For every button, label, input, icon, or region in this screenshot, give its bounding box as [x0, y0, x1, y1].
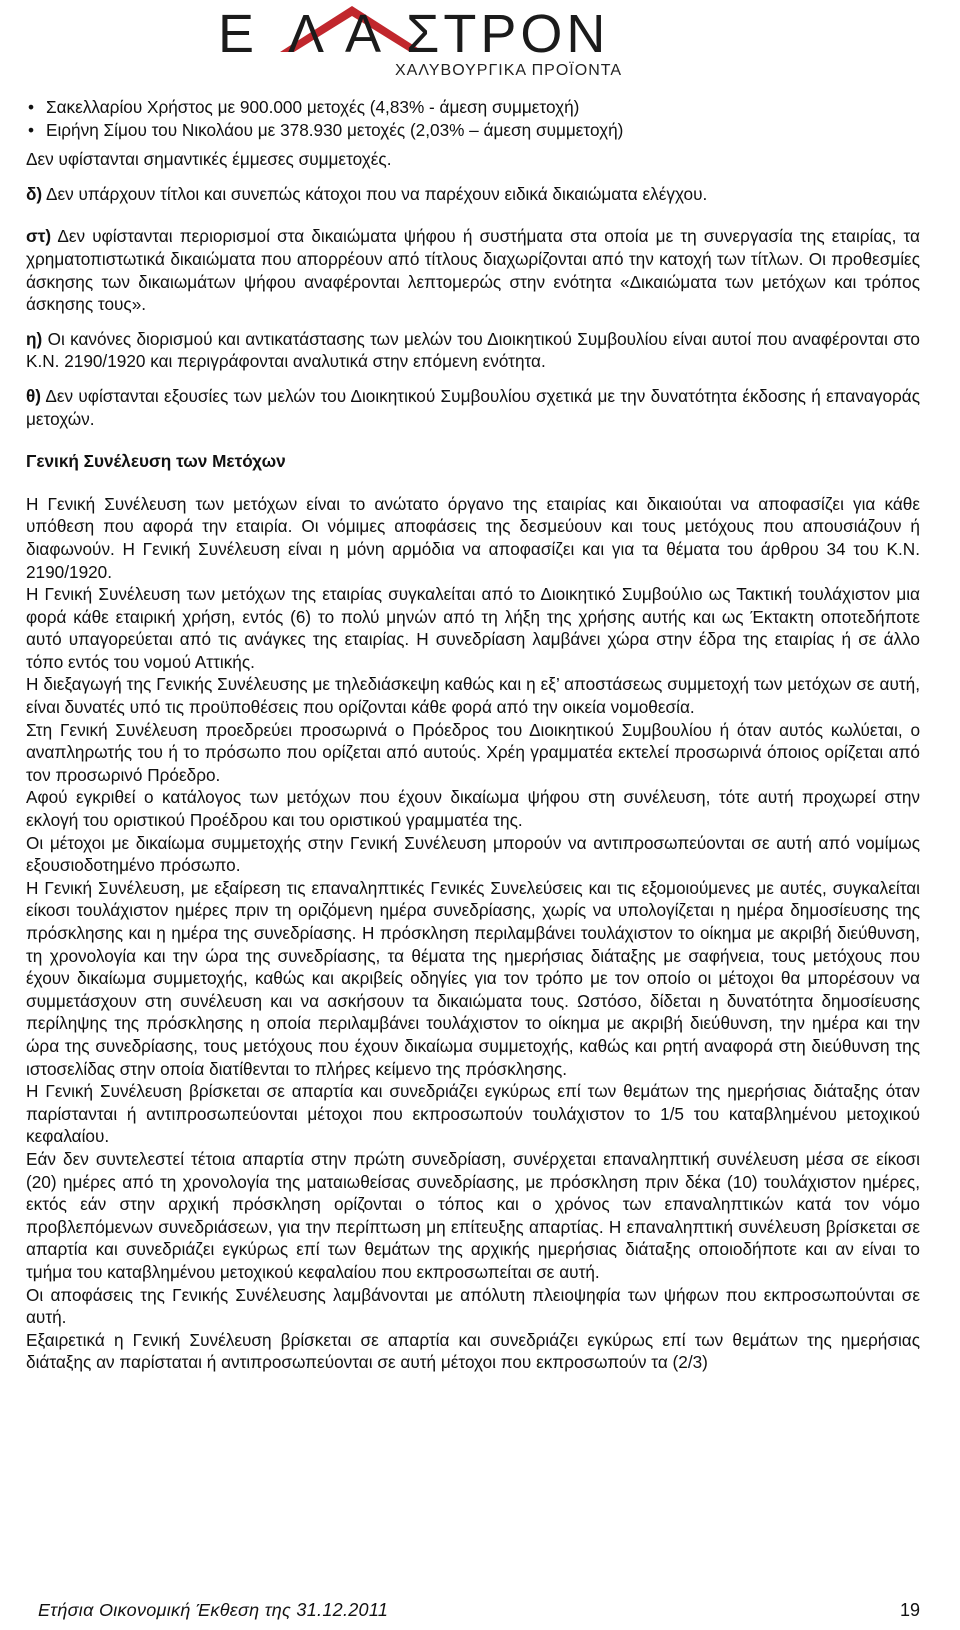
- svg-text:Α: Α: [345, 4, 384, 64]
- logo-subtitle: ΧΑΛΥΒΟΥΡΓΙΚΑ ΠΡΟΪΟΝΤΑ: [395, 62, 622, 79]
- paragraph-delta: [26, 183, 920, 206]
- shareholder-list: [26, 96, 920, 141]
- paragraph-eta: [26, 328, 920, 373]
- list-item: • Ειρήνη Σίμου του Νικολάου με 378.930 μετοχές (2,03% – άμεση συμμετοχή): [26, 119, 920, 142]
- item-label: η): [26, 328, 43, 349]
- paragraph: Εξαιρετικά η Γενική Συνέλευση βρίσκεται σε απαρτία και συνεδριάζει εγκύρως επί των θεμάτων της ημερήσιας διάταξης αν παρίσταται ή αντιπροσωπεύονται σε αυτή μέτοχοι που εκπροσωπούν τα (2/3): [26, 1329, 920, 1373]
- list-item: • Σακελλαρίου Χρήστος με 900.000 μετοχές (4,83% - άμεση συμμετοχή): [26, 96, 920, 119]
- paragraph: Οι αποφάσεις της Γενικής Συνέλευσης λαμβάνονται με απόλυτη πλειοψηφία των ψήφων που εκπροσωπούνται σε αυτή.: [26, 1284, 920, 1328]
- item-label: στ): [26, 226, 52, 247]
- footer-title: Ετήσια Οικονομική Έκθεση της 31.12.2011: [38, 1600, 389, 1620]
- section-title-text: Γενική Συνέλευση των Μετόχων: [26, 451, 286, 472]
- paragraph-theta: [26, 385, 920, 430]
- paragraph-text: Οι κανόνες διορισμού και αντικατάστασης των μελών του Διοικητικού Συμβουλίου είναι αυτοί που αναφέρονται στο Κ.Ν. 2190/1920 και περιγράφονται αναλυτικά στην επόμενη ενότητα.: [26, 328, 920, 372]
- paragraph: Εάν δεν συντελεστεί τέτοια απαρτία στην πρώτη συνεδρίαση, συνέρχεται επαναληπτική συνέλευση μέσα σε είκοσι (20) ημέρες από τη χρονολογία της ματαιωθείσας συνεδρίασης, με πρόσκληση πριν δέκα (10) τουλάχιστον ημέρες, εκτός εάν στην αρχική πρόσκληση ορίζονται ο τόπος και ο χρόνος των επαναληπτικών κατά τον νόμο προβλεπόμενων συνεδριάσεων, για την περίπτωση μη επίτευξης απαρτίας. Η επαναληπτική συνέλευση βρίσκεται σε απαρτία και συνεδριάζει εγκύρως επί των θεμάτων της αρχικής ημερήσιας διάταξης οποιοδήποτε και αν είναι το τμήμα του καταβλημένου μετοχικού κεφαλαίου που εκπροσωπείται σε αυτή.: [26, 1148, 920, 1282]
- paragraph: Η Γενική Συνέλευση, με εξαίρεση τις επαναληπτικές Γενικές Συνελεύσεις και τις εξομοιούμενες με αυτές, συγκαλείται είκοσι τουλάχιστον ημέρες πριν τη οριζόμενη ημέρα συνεδρίασης, χωρίς να υπολογίζεται η ημέρα δημοσίευσης της πρόσκλησης και η ημέρα της συνεδρίασης. Η πρόσκληση περιλαμβάνει τουλάχιστον το οίκημα με ακριβή διεύθυνση, τη χρονολογία και την ώρα της συνεδρίασης, τα θέματα της ημερήσιας διάταξης με σαφήνεια, τους μετόχους που έχουν δικαίωμα συμμετοχής, καθώς και ακριβείς οδηγίες για τον τρόπο με τον οποίο οι μέτοχοι θα μπορέσουν να συμμετάσχουν στη συνέλευση και να ασκήσουν τα δικαιώματα τους. Ωστόσο, δίδεται η δυνατότητα δημοσίευσης περίληψης της πρόσκλησης η οποία περιλαμβάνει τουλάχιστον το οίκημα με ακριβή διεύθυνση, την ημέρα και την ώρα της συνεδρίασης, τους μετόχους που έχουν δικαίωμα συμμετοχής, καθώς και ρητή αναφορά στη διεύθυνση της ιστοσελίδας στην οποία διατίθενται το πλήρες κείμενο της πρόσκλησης.: [26, 877, 920, 1079]
- elastron-logo: [210, 2, 660, 64]
- svg-text:Ε: Ε: [218, 4, 257, 64]
- paragraph-st: [26, 225, 920, 315]
- item-label: θ): [26, 385, 42, 406]
- paragraph: Η Γενική Συνέλευση των μετόχων είναι το ανώτατο όργανο της εταιρίας και δικαιούται να αποφασίζει για κάθε υπόθεση που αφορά την εταιρία. Οι νόμιμες αποφάσεις της δεσμεύουν και τους μετόχους που απουσιάζουν ή διαφωνούν. Η Γενική Συνέλευση είναι η μόνη αρμόδια να αποφασίζει και για τα θέματα του άρθρου 34 του Κ.Ν. 2190/1920.: [26, 493, 920, 582]
- section-title: [26, 450, 920, 473]
- paragraph: Η διεξαγωγή της Γενικής Συνέλευσης με τηλεδιάσκεψη καθώς και η εξ’ αποστάσεως συμμετοχή των μετόχων σε αυτή, είναι δυνατές υπό τις προϋποθέσεις που ορίζονται κάθε φορά από την οικεία νομοθεσία.: [26, 674, 920, 718]
- paragraph: Η Γενική Συνέλευση των μετόχων της εταιρίας συγκαλείται από το Διοικητικό Συμβούλιο ως Τακτική τουλάχιστον μια φορά κάθε εταιρική χρήση, εντός (6) το πολύ μηνών από τη λήξη της χρήσης αυτής και ως Έκτακτη οποτεδήποτε αυτό υπαγορεύεται από τις ανάγκες της εταιρίας. Η συνεδρίαση λαμβάνει χώρα στην έδρα της εταιρίας ή σε άλλο τόπο εντός του νομού Αττικής.: [26, 584, 920, 672]
- page-header: [0, 0, 960, 90]
- paragraph-text: Δεν υφίστανται εξουσίες των μελών του Διοικητικού Συμβουλίου σχετικά με την δυνατότητα έκδοσης ή επαναγοράς μετοχών.: [26, 385, 920, 429]
- document-body: [26, 96, 920, 1374]
- paragraph: Στη Γενική Συνέλευση προεδρεύει προσωρινά ο Πρόεδρος του Διοικητικού Συμβουλίου ή όταν αυτός κωλύεται, ο αναπληρωτής του ή το πρόσωπο που ορίζεται από αυτούς. Χρέη γραμματέα εκτελεί προσωρινά όποιος ορίζεται από τον προσωρινό Πρόεδρο.: [26, 719, 920, 785]
- paragraph-indirect: Δεν υφίστανται σημαντικές έμμεσες συμμετοχές.: [26, 149, 392, 170]
- page-number: 19: [899, 1600, 920, 1620]
- svg-text:ΣΤΡΟΝ: ΣΤΡΟΝ: [406, 4, 610, 64]
- item-label: δ): [26, 183, 43, 204]
- page-footer: [38, 1600, 920, 1624]
- paragraph-text: Δεν υπάρχουν τίτλοι και συνεπώς κάτοχοι που να παρέχουν ειδικά δικαιώματα ελέγχου.: [42, 183, 708, 204]
- paragraph: Αφού εγκριθεί ο κατάλογος των μετόχων που έχουν δικαίωμα ψήφου στη συνέλευση, τότε αυτή προχωρεί στην εκλογή του οριστικού Προέδρου και του οριστικού γραμματέα της.: [26, 787, 920, 831]
- paragraph: Οι μέτοχοι με δικαίωμα συμμετοχής στην Γενική Συνέλευση μπορούν να αντιπροσωπεύονται σε αυτή από νομίμως εξουσιοδοτημένο πρόσωπο.: [26, 832, 920, 876]
- paragraph: Η Γενική Συνέλευση βρίσκεται σε απαρτία και συνεδριάζει εγκύρως επί των θεμάτων της ημερήσιας διάταξης όταν παρίστανται ή αντιπροσωπεύονται μέτοχοι που εκπροσωπούν τουλάχιστον το 1/5 του καταβλημένου μετοχικού κεφαλαίου.: [26, 1081, 920, 1147]
- svg-text:Λ: Λ: [288, 4, 327, 64]
- paragraph-text: Δεν υφίστανται περιορισμοί στα δικαιώματα ψήφου ή συστήματα στα οποία με τη συνεργασία της εταιρίας, τα χρηματοπιστωτικά δικαιώματα που απορρέουν από τίτλους διαχωρίζονται από την κατοχή των τίτλων. Οι προθεσμίες άσκησης των δικαιωμάτων ψήφου αναφέρονται λεπτομερώς στην ενότητα «Δικαιώματα των μετόχων και τρόπος άσκησης τους».: [26, 226, 920, 315]
